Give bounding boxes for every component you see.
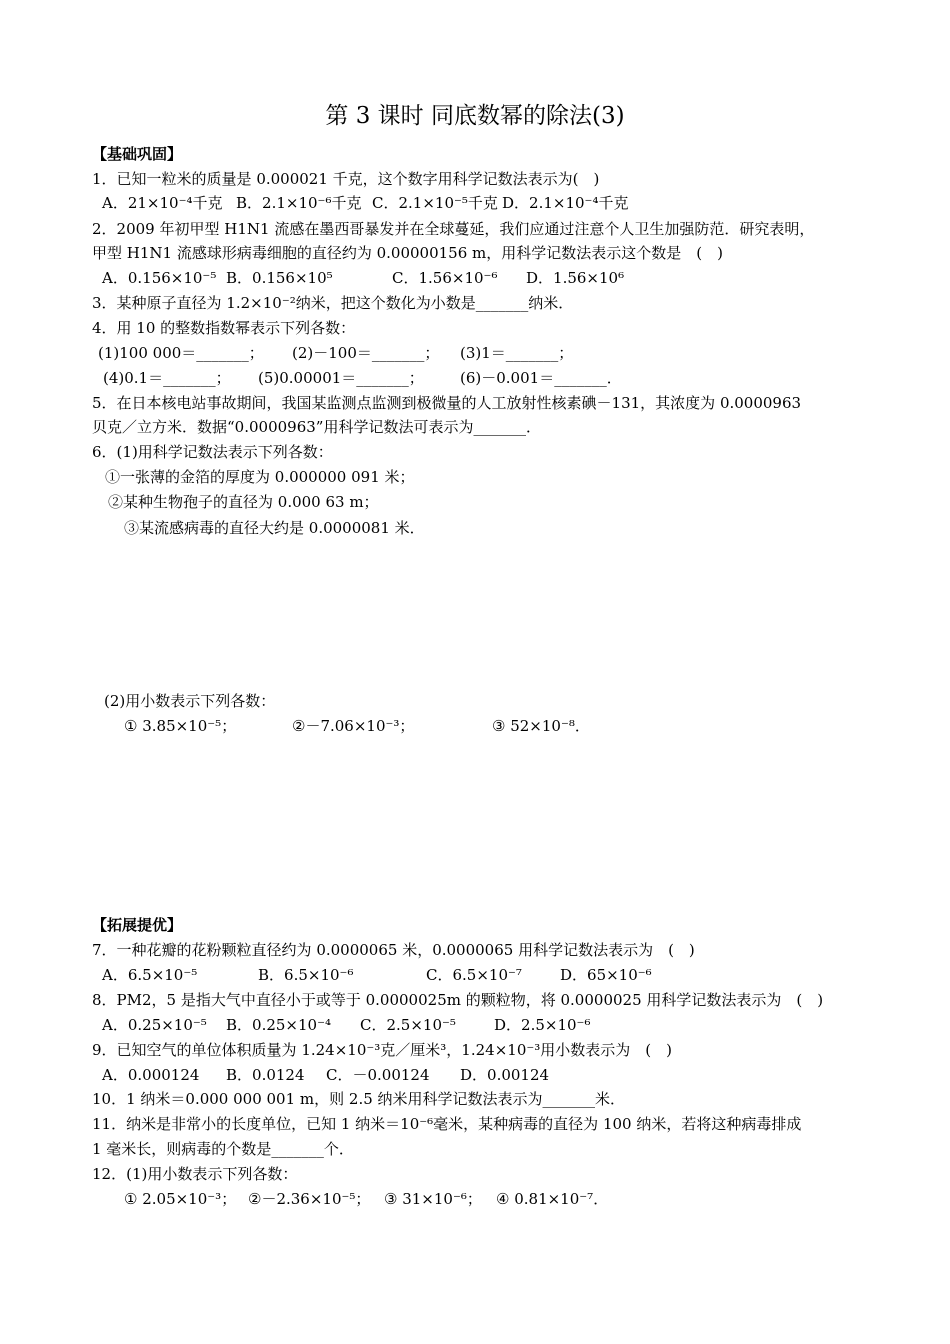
- question-9-option-b: B．0.0124: [226, 1066, 305, 1084]
- question-3: 3．某种原子直径为 1.2×10⁻²纳米，把这个数化为小数是_______纳米．: [92, 294, 574, 312]
- question-8-option-b: B．0.25×10⁻⁴: [226, 1016, 332, 1034]
- question-6-part2-stem: (2)用小数表示下列各数：: [104, 692, 276, 710]
- question-9-stem: 9．已知空气的单位体积质量为 1.24×10⁻³克／厘米³，1.24×10⁻³用小数表示为 ( ): [92, 1041, 673, 1059]
- question-1-option-c: C．2.1×10⁻⁵千克: [372, 194, 498, 212]
- question-9-option-c: C．－0.00124: [326, 1066, 430, 1084]
- section-basic-heading: 【基础巩固】: [92, 145, 183, 163]
- question-12-item-4: ④ 0.81×10⁻⁷．: [496, 1190, 609, 1208]
- question-2-stem-line2: 甲型 H1N1 流感球形病毒细胞的直径约为 0.00000156 m，用科学记数法表示这个数是 ( ): [92, 244, 723, 262]
- page-title: 第 3 课时 同底数幂的除法(3): [325, 103, 625, 129]
- question-12-item-2: ②－2.36×10⁻⁵；: [248, 1190, 371, 1208]
- question-4-item-5: (5)0.00001＝_______；: [258, 369, 424, 387]
- question-6-item-3: ③某流感病毒的直径大约是 0.0000081 米．: [124, 519, 425, 537]
- question-7-option-d: D．65×10⁻⁶: [560, 966, 652, 984]
- question-4-item-1: (1)100 000＝_______；: [98, 344, 264, 362]
- question-9-option-d: D．0.00124: [460, 1066, 550, 1084]
- question-1-option-a: A．21×10⁻⁴千克: [102, 194, 223, 212]
- section-extension-heading: 【拓展提优】: [92, 916, 183, 934]
- question-4-item-6: (6)－0.001＝_______．: [460, 369, 622, 387]
- question-1-option-d: D．2.1×10⁻⁴千克: [502, 194, 629, 212]
- question-6-stem: 6．(1)用科学记数法表示下列各数：: [92, 443, 333, 461]
- question-4-stem: 4．用 10 的整数指数幂表示下列各数：: [92, 319, 356, 337]
- question-8-stem: 8．PM2，5 是指大气中直径小于或等于 0.0000025m 的颗粒物，将 0.0000025 用科学记数法表示为 ( ): [92, 991, 824, 1009]
- question-11-stem-line2: 1 毫米长，则病毒的个数是_______个．: [92, 1140, 354, 1158]
- question-6-part2-item-3: ③ 52×10⁻⁸．: [492, 717, 590, 735]
- question-2-option-a: A．0.156×10⁻⁵: [102, 269, 217, 287]
- question-11-stem-line1: 11．纳米是非常小的长度单位，已知 1 纳米＝10⁻⁶毫米，某种病毒的直径为 100 纳米，若将这种病毒排成: [92, 1115, 802, 1133]
- question-6-part2-item-1: ① 3.85×10⁻⁵；: [124, 717, 237, 735]
- question-5-stem-line1: 5．在日本核电站事故期间，我国某监测点监测到极微量的人工放射性核素碘－131，其浓度为 0.0000963: [92, 394, 802, 412]
- question-4-item-2: (2)－100＝_______；: [292, 344, 440, 362]
- question-2-stem-line1: 2．2009 年初甲型 H1N1 流感在墨西哥暴发并在全球蔓延，我们应通过注意个人卫生加强防范．研究表明，: [92, 220, 815, 238]
- question-7-option-c: C．6.5×10⁻⁷: [426, 966, 522, 984]
- question-6-item-1: ①一张薄的金箔的厚度为 0.000000 091 米；: [105, 468, 415, 486]
- question-7-option-a: A．6.5×10⁻⁵: [102, 966, 198, 984]
- question-4-item-3: (3)1＝_______；: [460, 344, 574, 362]
- question-6-item-2: ②某种生物孢子的直径为 0.000 63 m；: [108, 493, 379, 511]
- question-2-option-c: C．1.56×10⁻⁶: [392, 269, 498, 287]
- question-5-stem-line2: 贝克／立方米．数据“0.0000963”用科学记数法可表示为_______．: [92, 418, 541, 436]
- question-7-option-b: B．6.5×10⁻⁶: [258, 966, 354, 984]
- question-4-item-4: (4)0.1＝_______；: [103, 369, 231, 387]
- question-9-option-a: A．0.000124: [102, 1066, 200, 1084]
- question-1-stem: 1．已知一粒米的质量是 0.000021 千克，这个数字用科学记数法表示为( ): [92, 170, 600, 188]
- question-12-stem: 12．(1)用小数表示下列各数：: [92, 1165, 298, 1183]
- question-10: 10．1 纳米＝0.000 000 001 m，则 2.5 纳米用科学记数法表示为_______米．: [92, 1090, 626, 1108]
- question-7-stem: 7．一种花瓣的花粉颗粒直径约为 0.0000065 米，0.0000065 用科学记数法表示为 ( ): [92, 941, 695, 959]
- question-1-option-b: B．2.1×10⁻⁶千克: [236, 194, 362, 212]
- question-6-part2-item-2: ②－7.06×10⁻³；: [292, 717, 415, 735]
- question-12-item-1: ① 2.05×10⁻³；: [124, 1190, 237, 1208]
- question-8-option-c: C．2.5×10⁻⁵: [360, 1016, 456, 1034]
- question-8-option-d: D．2.5×10⁻⁶: [494, 1016, 591, 1034]
- question-8-option-a: A．0.25×10⁻⁵: [102, 1016, 207, 1034]
- question-2-option-d: D．1.56×10⁶: [526, 269, 625, 287]
- question-2-option-b: B．0.156×10⁵: [226, 269, 333, 287]
- question-12-item-3: ③ 31×10⁻⁶；: [384, 1190, 482, 1208]
